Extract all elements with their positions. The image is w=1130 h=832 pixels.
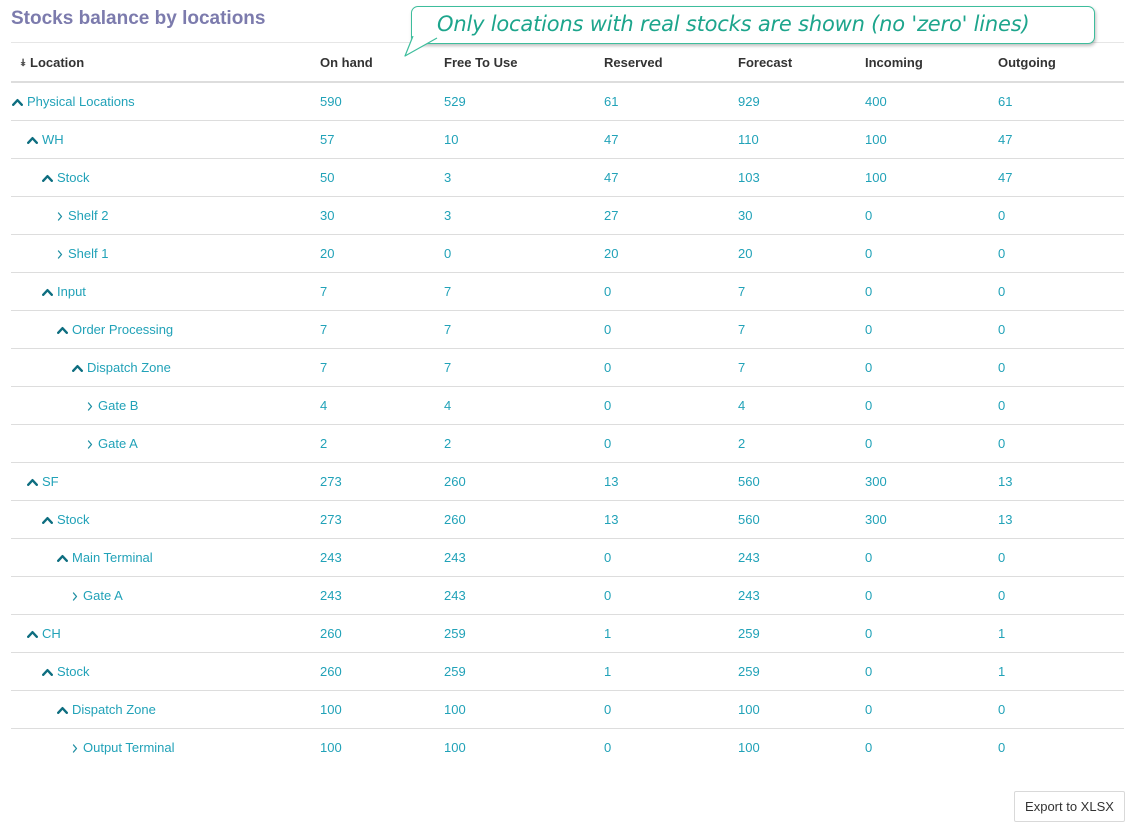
cell-forecast[interactable]: 4: [738, 387, 865, 425]
cell-forecast[interactable]: 100: [738, 691, 865, 729]
table-header-row: [11, 43, 1124, 83]
cell-incoming[interactable]: 100: [865, 121, 998, 159]
location-name-link[interactable]: Output Terminal: [83, 740, 175, 756]
cell-reserved[interactable]: 61: [604, 82, 738, 121]
chevron-up-icon[interactable]: [71, 364, 83, 372]
column-header-on-hand: On hand: [320, 43, 444, 83]
cell-outgoing[interactable]: 0: [998, 539, 1124, 577]
double-chevron-down-icon[interactable]: ⯯: [20, 57, 26, 69]
cell-reserved[interactable]: 0: [604, 577, 738, 615]
cell-forecast[interactable]: 243: [738, 539, 865, 577]
cell-outgoing[interactable]: 1: [998, 653, 1124, 691]
cell-on-hand[interactable]: 30: [320, 197, 444, 235]
cell-forecast[interactable]: 2: [738, 425, 865, 463]
cell-forecast[interactable]: 20: [738, 235, 865, 273]
location-cell: [11, 273, 320, 311]
cell-forecast[interactable]: 243: [738, 577, 865, 615]
chevron-up-icon[interactable]: [41, 668, 53, 676]
table-row: [11, 197, 1124, 235]
cell-outgoing[interactable]: 0: [998, 577, 1124, 615]
cell-incoming[interactable]: 300: [865, 463, 998, 501]
column-header-reserved: Reserved: [604, 43, 738, 83]
cell-free-to-use[interactable]: 100: [444, 740, 466, 755]
cell-free-to-use[interactable]: 259: [444, 615, 604, 653]
chevron-right-icon[interactable]: [86, 440, 94, 449]
chevron-right-icon[interactable]: [56, 250, 64, 259]
cell-outgoing[interactable]: 0: [998, 387, 1124, 425]
location-cell: [11, 463, 320, 501]
cell-outgoing[interactable]: 0: [998, 197, 1124, 235]
cell-incoming[interactable]: 400: [865, 82, 998, 121]
cell-on-hand[interactable]: 243: [320, 539, 444, 577]
cell-forecast[interactable]: 30: [738, 197, 865, 235]
cell-outgoing[interactable]: 1: [998, 615, 1124, 653]
location-cell: [11, 539, 320, 577]
cell-incoming[interactable]: 0: [865, 615, 998, 653]
table-row: [11, 577, 1124, 615]
location-name-link[interactable]: Input: [57, 284, 86, 300]
cell-forecast[interactable]: 7: [738, 311, 865, 349]
cell-outgoing[interactable]: 0: [998, 349, 1124, 387]
location-cell: [11, 82, 320, 121]
chevron-up-icon[interactable]: [41, 516, 53, 524]
cell-forecast[interactable]: 110: [738, 121, 865, 159]
cell-forecast[interactable]: 259: [738, 653, 865, 691]
cell-forecast[interactable]: 7: [738, 273, 865, 311]
cell-reserved[interactable]: 0: [604, 349, 738, 387]
column-header-location-label: Location: [30, 54, 85, 70]
cell-outgoing[interactable]: 0: [998, 273, 1124, 311]
cell-forecast[interactable]: 929: [738, 82, 865, 121]
cell-incoming[interactable]: 0: [865, 425, 998, 463]
location-cell: [11, 197, 320, 235]
cell-on-hand[interactable]: 273: [320, 463, 444, 501]
cell-incoming[interactable]: 0: [865, 235, 998, 273]
cell-reserved[interactable]: 20: [604, 235, 738, 273]
location-cell: [11, 349, 320, 387]
cell-on-hand[interactable]: 7: [320, 273, 444, 311]
table-row: [11, 539, 1124, 577]
cell-reserved[interactable]: 27: [604, 197, 738, 235]
location-name-link[interactable]: Dispatch Zone: [72, 702, 156, 718]
cell-on-hand[interactable]: 20: [320, 235, 444, 273]
location-name-link[interactable]: SF: [42, 474, 59, 490]
location-cell: [11, 501, 320, 539]
cell-on-hand[interactable]: 100: [320, 740, 342, 755]
cell-incoming[interactable]: 0: [865, 197, 998, 235]
cell-forecast[interactable]: 100: [738, 740, 760, 755]
chevron-up-icon[interactable]: [41, 174, 53, 182]
cell-free-to-use[interactable]: 3: [444, 197, 604, 235]
cell-free-to-use[interactable]: 0: [444, 235, 604, 273]
location-cell: [11, 729, 320, 767]
table-row: [11, 615, 1124, 653]
cell-outgoing[interactable]: 0: [998, 425, 1124, 463]
table-row: [11, 463, 1124, 501]
cell-outgoing[interactable]: 0: [998, 691, 1124, 729]
location-name-link[interactable]: Gate A: [98, 436, 138, 452]
cell-on-hand[interactable]: 590: [320, 82, 444, 121]
location-cell: [11, 425, 320, 463]
cell-incoming[interactable]: 0: [865, 273, 998, 311]
table-row: [11, 425, 1124, 463]
table-body: [11, 82, 1124, 766]
chevron-up-icon[interactable]: [56, 554, 68, 562]
location-name-link[interactable]: Main Terminal: [72, 550, 153, 566]
location-name-link[interactable]: Order Processing: [72, 322, 174, 338]
cell-on-hand[interactable]: 57: [320, 121, 444, 159]
cell-reserved[interactable]: 0: [604, 539, 738, 577]
cell-outgoing[interactable]: 13: [998, 501, 1124, 539]
cell-on-hand[interactable]: 273: [320, 501, 444, 539]
cell-incoming[interactable]: 0: [865, 653, 998, 691]
callout-pointer: [403, 36, 439, 58]
location-cell: [11, 311, 320, 349]
cell-on-hand[interactable]: 7: [320, 349, 444, 387]
cell-free-to-use[interactable]: 100: [444, 691, 604, 729]
cell-reserved[interactable]: 13: [604, 501, 738, 539]
location-name-link[interactable]: WH: [42, 132, 64, 148]
location-name-link[interactable]: Shelf 2: [68, 208, 109, 224]
chevron-right-icon[interactable]: [56, 212, 64, 221]
chevron-up-icon[interactable]: [26, 136, 38, 144]
location-name-link[interactable]: Gate B: [98, 398, 139, 414]
cell-reserved[interactable]: 0: [604, 273, 738, 311]
location-cell: [11, 159, 320, 197]
cell-free-to-use[interactable]: 7: [444, 273, 604, 311]
cell-reserved[interactable]: 0: [604, 691, 738, 729]
table-row: [11, 82, 1124, 121]
chevron-up-icon[interactable]: [56, 706, 68, 714]
cell-incoming[interactable]: 0: [865, 539, 998, 577]
location-name-link[interactable]: Stock: [57, 170, 90, 186]
cell-forecast[interactable]: 560: [738, 463, 865, 501]
location-cell: [11, 235, 320, 273]
cell-reserved[interactable]: 1: [604, 615, 738, 653]
table-row: [11, 729, 1124, 767]
cell-free-to-use[interactable]: 260: [444, 501, 604, 539]
cell-on-hand[interactable]: 50: [320, 159, 444, 197]
table-row: [11, 235, 1124, 273]
cell-incoming[interactable]: 0: [865, 740, 873, 755]
cell-reserved[interactable]: 47: [604, 121, 738, 159]
table-row: [11, 387, 1124, 425]
cell-free-to-use[interactable]: 260: [444, 463, 604, 501]
table-row: [11, 273, 1124, 311]
chevron-right-icon[interactable]: [71, 592, 79, 601]
column-header-free-to-use: Free To Use: [444, 43, 604, 83]
table-row: [11, 311, 1124, 349]
cell-outgoing[interactable]: 0: [998, 740, 1006, 755]
column-header-incoming: Incoming: [865, 43, 998, 83]
cell-forecast[interactable]: 560: [738, 501, 865, 539]
cell-incoming[interactable]: 0: [865, 691, 998, 729]
cell-reserved[interactable]: 0: [604, 311, 738, 349]
table-row: [11, 121, 1124, 159]
stock-balance-table: [11, 42, 1124, 766]
chevron-right-icon[interactable]: [86, 402, 94, 411]
table-row: [11, 349, 1124, 387]
cell-on-hand[interactable]: 2: [320, 425, 444, 463]
location-cell: [11, 615, 320, 653]
table-row: [11, 501, 1124, 539]
cell-free-to-use[interactable]: 259: [444, 653, 604, 691]
cell-free-to-use[interactable]: 529: [444, 82, 604, 121]
annotation-callout: [411, 6, 1095, 44]
location-cell: [11, 653, 320, 691]
column-header-location[interactable]: [11, 43, 320, 83]
chevron-up-icon[interactable]: [26, 478, 38, 486]
cell-free-to-use[interactable]: 4: [444, 387, 604, 425]
table-row: [11, 691, 1124, 729]
cell-outgoing[interactable]: 47: [998, 159, 1124, 197]
location-cell: [11, 387, 320, 425]
cell-free-to-use[interactable]: 7: [444, 349, 604, 387]
cell-incoming[interactable]: 0: [865, 311, 998, 349]
cell-reserved[interactable]: 0: [604, 387, 738, 425]
cell-on-hand[interactable]: 243: [320, 577, 444, 615]
location-name-link[interactable]: Shelf 1: [68, 246, 109, 262]
cell-forecast[interactable]: 7: [738, 349, 865, 387]
location-name-link[interactable]: Stock: [57, 664, 90, 680]
cell-incoming[interactable]: 0: [865, 387, 998, 425]
location-name-link[interactable]: Stock: [57, 512, 90, 528]
cell-on-hand[interactable]: 4: [320, 387, 444, 425]
chevron-up-icon[interactable]: [11, 98, 23, 106]
cell-reserved[interactable]: 1: [604, 653, 738, 691]
cell-reserved[interactable]: 13: [604, 463, 738, 501]
cell-outgoing[interactable]: 0: [998, 311, 1124, 349]
location-cell: [11, 691, 320, 729]
cell-incoming[interactable]: 0: [865, 349, 998, 387]
chevron-right-icon[interactable]: [71, 744, 79, 753]
cell-outgoing[interactable]: 0: [998, 235, 1124, 273]
export-xlsx-button[interactable]: Export to XLSX: [1014, 791, 1125, 822]
cell-on-hand[interactable]: 260: [320, 653, 444, 691]
cell-outgoing[interactable]: 47: [998, 121, 1124, 159]
location-name-link[interactable]: Dispatch Zone: [87, 360, 171, 376]
chevron-up-icon[interactable]: [56, 326, 68, 334]
table-row: [11, 653, 1124, 691]
column-header-outgoing: Outgoing: [998, 43, 1124, 83]
column-header-forecast: Forecast: [738, 43, 865, 83]
cell-free-to-use[interactable]: 243: [444, 539, 604, 577]
cell-free-to-use[interactable]: 10: [444, 121, 604, 159]
cell-forecast[interactable]: 103: [738, 159, 865, 197]
cell-free-to-use[interactable]: 243: [444, 577, 604, 615]
cell-reserved[interactable]: 0: [604, 425, 738, 463]
table-row: [11, 159, 1124, 197]
page-title: Stocks balance by locations: [11, 8, 266, 29]
cell-free-to-use[interactable]: 3: [444, 159, 604, 197]
location-name-link[interactable]: Gate A: [83, 588, 123, 604]
cell-incoming[interactable]: 300: [865, 501, 998, 539]
cell-on-hand[interactable]: 7: [320, 311, 444, 349]
cell-free-to-use[interactable]: 7: [444, 311, 604, 349]
cell-on-hand[interactable]: 260: [320, 615, 444, 653]
location-name-link[interactable]: CH: [42, 626, 61, 642]
cell-forecast[interactable]: 259: [738, 615, 865, 653]
location-name-link[interactable]: Physical Locations: [27, 94, 135, 110]
cell-outgoing[interactable]: 13: [998, 463, 1124, 501]
annotation-callout-text: Only locations with real stocks are shown (no 'zero' lines): [437, 12, 1030, 36]
cell-outgoing[interactable]: 61: [998, 82, 1124, 121]
cell-reserved[interactable]: 47: [604, 159, 738, 197]
chevron-up-icon[interactable]: [26, 630, 38, 638]
chevron-up-icon[interactable]: [41, 288, 53, 296]
location-cell: [11, 121, 320, 159]
location-cell: [11, 577, 320, 615]
cell-incoming[interactable]: 0: [865, 577, 998, 615]
cell-reserved[interactable]: 0: [604, 740, 612, 755]
cell-incoming[interactable]: 100: [865, 159, 998, 197]
cell-on-hand[interactable]: 100: [320, 691, 444, 729]
cell-free-to-use[interactable]: 2: [444, 425, 604, 463]
